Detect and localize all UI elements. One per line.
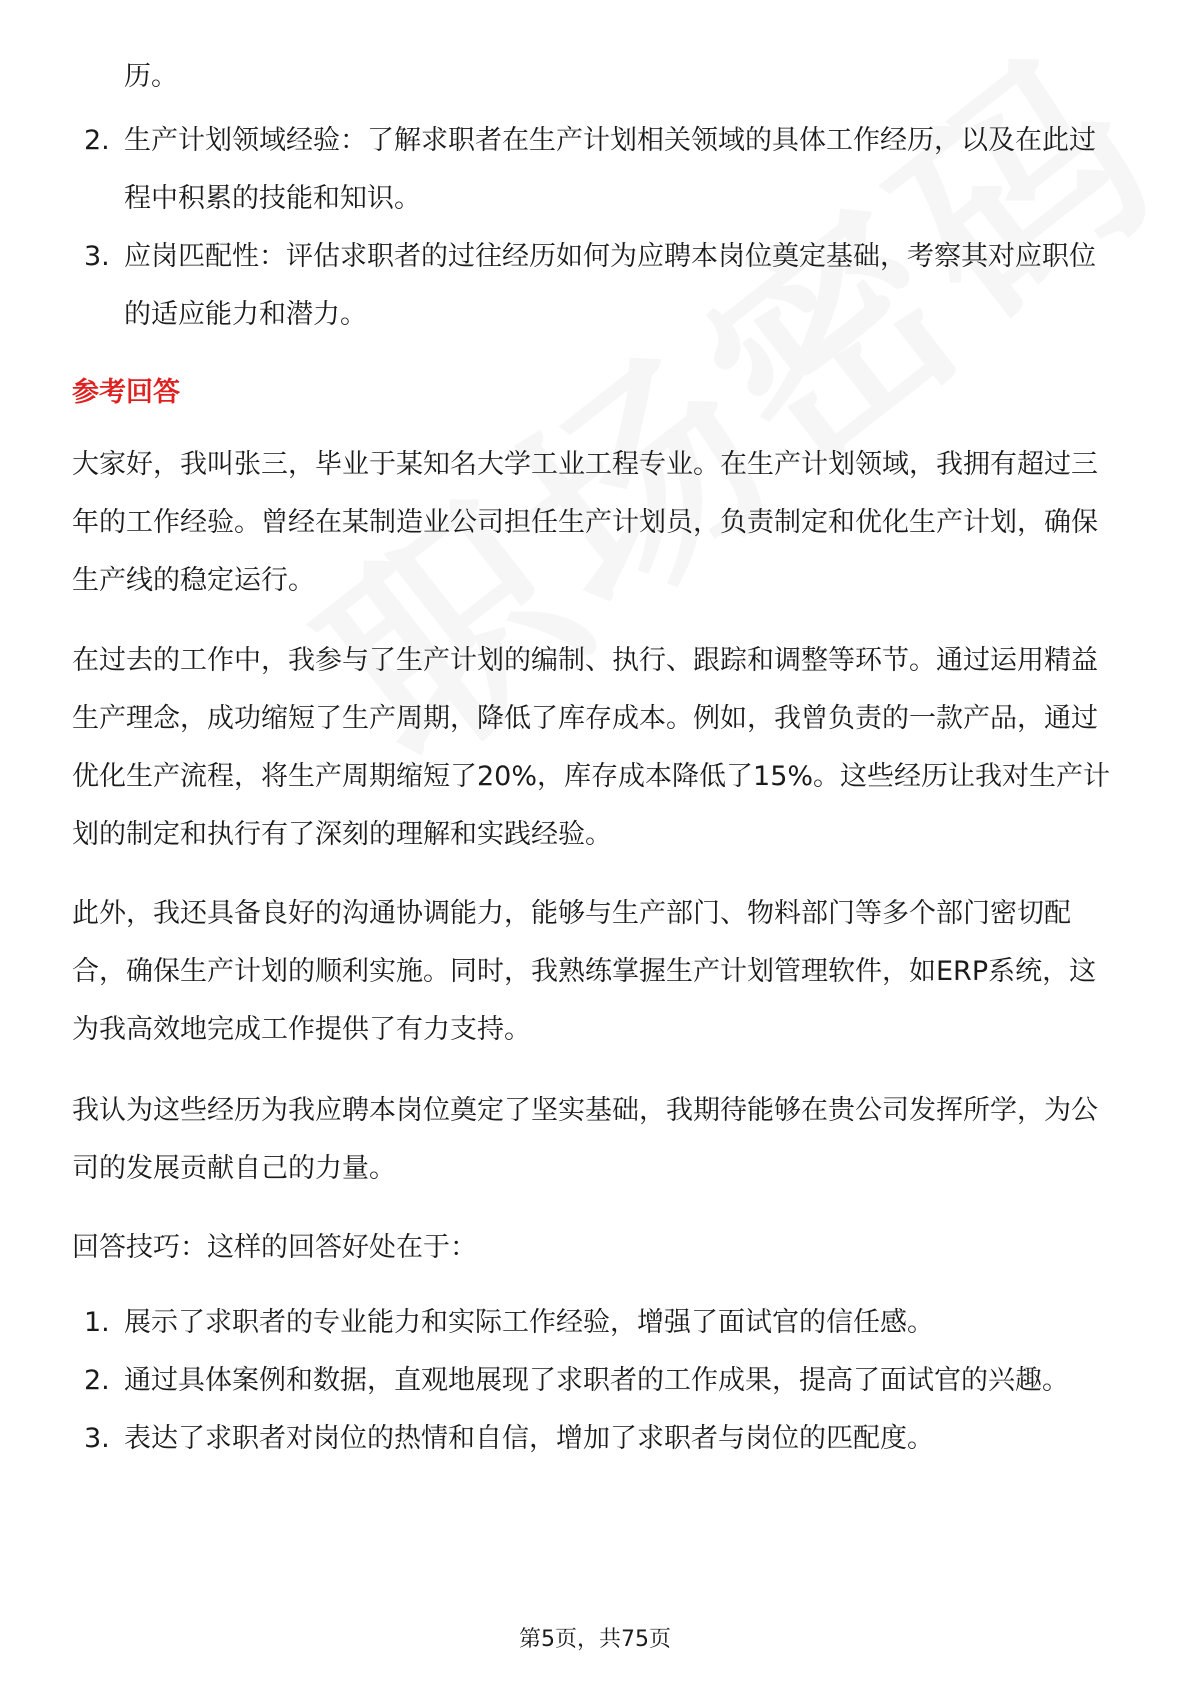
criteria-list [72,112,1122,344]
answer-paragraph: 此外，我还具备良好的沟通协调能力，能够与生产部门、物料部门等多个部门密切配合，确保生产计划的顺利实施。同时，我熟练掌握生产计划管理软件，如ERP系统，这为我高效地完成工作提供了有力支持。 [72,898,1097,1045]
list-item-text: 生产计划领域经验：了解求职者在生产计划相关领域的具体工作经历，以及在此过程中积累的技能和知识。 [124,125,1096,214]
list-number: 1. [84,1307,110,1338]
tips-intro: 回答技巧：这样的回答好处在于： [72,1232,477,1263]
list-item [72,228,1122,344]
list-number: 2. [84,125,110,156]
answer-heading: 参考回答 [72,377,180,408]
tips-list [72,1294,1069,1468]
continued-text: 历。 [124,61,178,92]
list-item [72,1410,1069,1468]
list-item-text: 表达了求职者对岗位的热情和自信，增加了求职者与岗位的匹配度。 [124,1423,934,1454]
answer-paragraph: 我认为这些经历为我应聘本岗位奠定了坚实基础，我期待能够在贵公司发挥所学，为公司的发展贡献自己的力量。 [72,1095,1098,1184]
list-item [72,112,1122,228]
page-number-footer: 第5页，共75页 [519,1627,671,1652]
list-number: 3. [84,1423,110,1454]
list-item-text: 展示了求职者的专业能力和实际工作经验，增强了面试官的信任感。 [124,1307,934,1338]
list-item-text: 通过具体案例和数据，直观地展现了求职者的工作成果，提高了面试官的兴趣。 [124,1365,1069,1396]
list-item-text: 应岗匹配性：评估求职者的过往经历如何为应聘本岗位奠定基础，考察其对应职位的适应能力和潜力。 [124,241,1096,330]
list-item [72,1294,1069,1352]
list-item [72,1352,1069,1410]
list-number: 2. [84,1365,110,1396]
answer-paragraph: 在过去的工作中，我参与了生产计划的编制、执行、跟踪和调整等环节。通过运用精益生产理念，成功缩短了生产周期，降低了库存成本。例如，我曾负责的一款产品，通过优化生产流程，将生产周期缩短了20%，库存成本降低了15%。这些经历让我对生产计划的制定和执行有了深刻的理解和实践经验。 [72,645,1111,850]
list-number: 3. [84,241,110,272]
answer-paragraph: 大家好，我叫张三，毕业于某知名大学工业工程专业。在生产计划领域，我拥有超过三年的工作经验。曾经在某制造业公司担任生产计划员，负责制定和优化生产计划，确保生产线的稳定运行。 [72,449,1098,596]
